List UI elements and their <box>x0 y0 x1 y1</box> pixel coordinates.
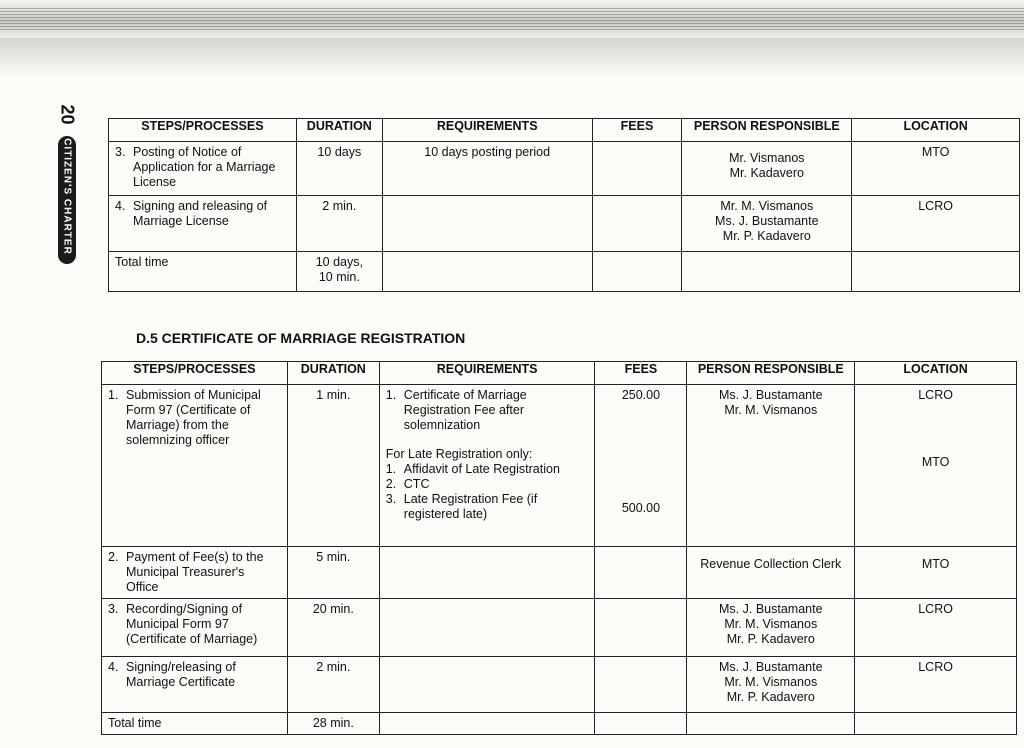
person-name: Ms. J. Bustamante <box>715 214 819 228</box>
step-cell <box>102 385 288 547</box>
duration-cell: 2 min. <box>287 657 379 713</box>
page-shadow <box>0 38 1024 78</box>
person-name: Mr. P. Kadavero <box>722 229 811 243</box>
step-text: Signing and releasing of Marriage License <box>133 199 268 228</box>
marriage-registration-table <box>101 361 1017 735</box>
header-steps: STEPS/PROCESSES <box>109 119 297 142</box>
requirement-item <box>386 388 589 433</box>
person-name: Ms. J. Bustamante <box>719 660 823 674</box>
header-person: PERSON RESPONSIBLE <box>687 362 855 385</box>
step-cell <box>102 547 288 599</box>
step-text: Payment of Fee(s) to the Municipal Treasurer's Office <box>126 550 264 594</box>
step-number: 1. <box>108 388 119 402</box>
empty-cell <box>852 252 1020 292</box>
marriage-license-table <box>108 118 1020 292</box>
table-header-row <box>109 119 1020 142</box>
header-location: LOCATION <box>852 119 1020 142</box>
person-name: Mr. M. Vismanos <box>720 199 814 213</box>
total-duration-line: 10 min. <box>318 270 360 284</box>
header-steps: STEPS/PROCESSES <box>102 362 288 385</box>
empty-cell <box>595 547 687 599</box>
step-text: Submission of Municipal Form 97 (Certificate of Marriage) from the solemnizing officer <box>126 388 261 447</box>
total-label: Total time <box>102 713 288 735</box>
header-location: LOCATION <box>855 362 1017 385</box>
requirement-cell <box>382 196 592 252</box>
empty-cell <box>592 252 682 292</box>
empty-cell <box>379 547 595 599</box>
header-fees: FEES <box>595 362 687 385</box>
requirement-text: Late Registration Fee (if registered late) <box>403 492 538 521</box>
step-text: Posting of Notice of Application for a Marriage License <box>133 145 276 189</box>
location-cell: LCRO <box>855 599 1017 657</box>
total-duration-line: 10 days, <box>315 255 363 269</box>
person-cell <box>687 599 855 657</box>
person-name: Ms. J. Bustamante <box>719 602 823 616</box>
fees-cell <box>592 142 682 196</box>
person-name: Mr. Kadavero <box>729 166 804 180</box>
total-row <box>102 713 1017 735</box>
duration-cell: 5 min. <box>287 547 379 599</box>
person-name: Mr. P. Kadavero <box>726 632 815 646</box>
person-name: Mr. P. Kadavero <box>726 690 815 704</box>
empty-cell <box>687 713 855 735</box>
empty-cell <box>595 657 687 713</box>
requirement-number: 3. <box>385 492 397 506</box>
step-number: 3. <box>108 602 119 616</box>
total-row <box>109 252 1020 292</box>
total-duration: 28 min. <box>287 713 379 735</box>
person-cell <box>687 385 855 547</box>
empty-cell <box>595 713 687 735</box>
person-cell <box>682 142 852 196</box>
page-number: 20 <box>57 104 78 125</box>
header-requirements: REQUIREMENTS <box>382 119 592 142</box>
person-name: Mr. M. Vismanos <box>724 403 818 417</box>
step-number: 4. <box>115 199 126 213</box>
requirement-text: Certificate of Marriage Registration Fee after solemnization <box>403 388 527 432</box>
requirement-cell: 10 days posting period <box>382 142 592 196</box>
person-cell <box>682 196 852 252</box>
duration-cell: 1 min. <box>287 385 379 547</box>
empty-cell <box>379 657 595 713</box>
header-duration: DURATION <box>287 362 379 385</box>
location-cell: MTO <box>852 142 1020 196</box>
person-name: Mr. M. Vismanos <box>724 675 818 689</box>
side-label: CITIZEN'S CHARTER <box>61 138 73 255</box>
requirement-number: 1. <box>385 462 397 476</box>
person-name: Mr. M. Vismanos <box>724 617 818 631</box>
table-row <box>102 385 1017 547</box>
duration-cell: 20 min. <box>287 599 379 657</box>
requirement-text: Affidavit of Late Registration <box>403 462 560 476</box>
step-cell <box>109 142 297 196</box>
requirement-item <box>386 462 589 477</box>
location-cell: LCRO <box>855 657 1017 713</box>
requirement-number: 1. <box>385 388 397 402</box>
fee-value: 500.00 <box>621 501 661 515</box>
fees-cell <box>592 196 682 252</box>
table-row <box>102 657 1017 713</box>
location-cell <box>855 385 1017 547</box>
location-value: MTO <box>921 455 950 469</box>
location-cell: LCRO <box>852 196 1020 252</box>
person-cell <box>687 657 855 713</box>
total-duration <box>296 252 382 292</box>
fee-value: 250.00 <box>621 388 661 402</box>
late-registration-label: For Late Registration only: <box>385 447 533 461</box>
table-row <box>109 142 1020 196</box>
step-cell <box>102 657 288 713</box>
table-row <box>102 599 1017 657</box>
binding-lines <box>0 8 1024 32</box>
header-duration: DURATION <box>296 119 382 142</box>
table-row <box>102 547 1017 599</box>
header-fees: FEES <box>592 119 682 142</box>
person-name: Ms. J. Bustamante <box>719 388 823 402</box>
section-title: D.5 CERTIFICATE OF MARRIAGE REGISTRATION <box>136 330 466 346</box>
person-cell: Revenue Collection Clerk <box>687 547 855 599</box>
duration-cell: 2 min. <box>296 196 382 252</box>
requirement-item <box>386 477 589 492</box>
location-value: LCRO <box>918 388 953 402</box>
table-header-row <box>102 362 1017 385</box>
fees-cell <box>595 385 687 547</box>
step-cell <box>109 196 297 252</box>
empty-cell <box>379 713 595 735</box>
requirement-item <box>386 492 589 522</box>
header-requirements: REQUIREMENTS <box>379 362 595 385</box>
step-number: 3. <box>115 145 126 159</box>
side-label-tab <box>58 136 76 264</box>
page-top-edge <box>0 0 1024 38</box>
step-text: Recording/Signing of Municipal Form 97 (Certificate of Marriage) <box>126 602 258 646</box>
requirement-text: CTC <box>403 477 430 491</box>
step-cell <box>102 599 288 657</box>
requirement-cell <box>379 385 595 547</box>
empty-cell <box>379 599 595 657</box>
empty-cell <box>382 252 592 292</box>
header-person: PERSON RESPONSIBLE <box>682 119 852 142</box>
step-text: Signing/releasing of Marriage Certificate <box>126 660 236 689</box>
requirement-number: 2. <box>385 477 397 491</box>
total-label: Total time <box>109 252 297 292</box>
location-cell: MTO <box>855 547 1017 599</box>
person-name: Mr. Vismanos <box>729 151 805 165</box>
duration-cell: 10 days <box>296 142 382 196</box>
empty-cell <box>595 599 687 657</box>
table-row <box>109 196 1020 252</box>
step-number: 2. <box>108 550 119 564</box>
step-number: 4. <box>108 660 119 674</box>
empty-cell <box>682 252 852 292</box>
empty-cell <box>855 713 1017 735</box>
